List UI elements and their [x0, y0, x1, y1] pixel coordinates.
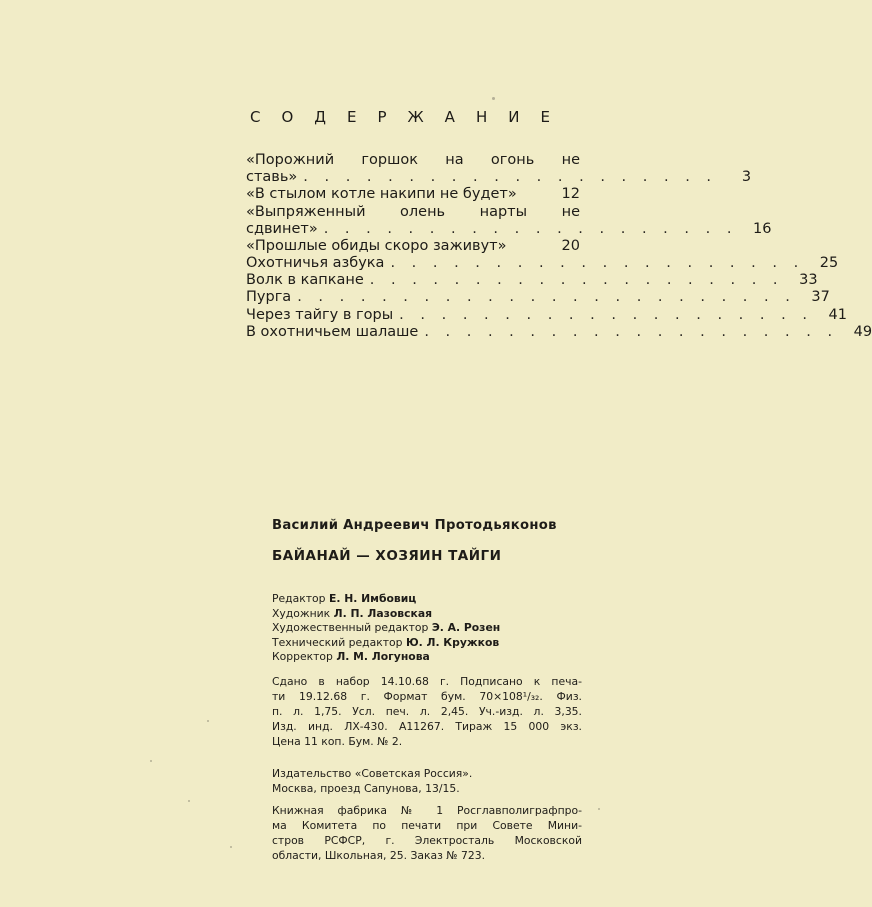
paper-speck	[492, 97, 495, 100]
print-details-line: п. л. 1,75. Усл. печ. л. 2,45. Уч.-изд. л. 3,35.	[272, 705, 582, 718]
credit-role: Корректор	[272, 650, 333, 664]
toc-entry	[246, 220, 772, 238]
toc-entry	[246, 238, 580, 255]
toc-entry-title: В охотничьем шалаше	[246, 323, 419, 340]
credit-role: Художественный редактор	[272, 621, 429, 635]
publisher-line: Москва, проезд Сапунова, 13/15.	[272, 782, 460, 795]
paper-speck	[230, 846, 232, 848]
print-details-line: Изд. инд. ЛХ-430. А11267. Тираж 15 000 экз.	[272, 720, 582, 733]
credit-line	[272, 621, 592, 636]
toc-entry-page: 25	[819, 255, 839, 272]
toc-entry-page: 12	[561, 186, 580, 203]
print-details	[272, 674, 582, 749]
toc-entry-page: 33	[799, 272, 818, 289]
toc-entry-page: 41	[828, 306, 847, 323]
toc-entry-page: 20	[561, 237, 580, 254]
toc-entry-title: «В стылом котле накипи не будет»	[246, 186, 517, 203]
credit-line	[272, 592, 592, 607]
toc-entry-title: Охотничья азбука	[246, 255, 385, 272]
paper-speck	[598, 808, 600, 810]
toc-entry	[246, 255, 839, 272]
toc-entry-title: Волк в капкане	[246, 272, 364, 289]
toc-entry-title: Через тайгу в горы	[246, 306, 394, 323]
credit-line	[272, 636, 592, 651]
print-details-line: Сдано в набор 14.10.68 г. Подписано к печа-	[272, 675, 582, 688]
credit-name: Е. Н. Имбовиц	[328, 592, 417, 605]
toc-entry	[246, 323, 872, 341]
paper-speck	[188, 800, 190, 802]
credit-name: Л. М. Логунова	[336, 650, 430, 664]
table-of-contents	[246, 151, 872, 341]
book-author: Василий Андреевич Протодьяконов	[272, 518, 557, 533]
toc-entry-line	[246, 204, 580, 221]
toc-entry-page: 3	[741, 169, 752, 186]
toc-leader-dots: . . . . . . . . . . . . . . . . . . . .	[323, 220, 738, 237]
credit-role: Художник	[272, 606, 331, 620]
toc-entry	[246, 289, 830, 307]
credit-name: Э. А. Розен	[431, 621, 501, 635]
toc-leader-dots: . . . . . . . . . . . . . . . . . . . .	[303, 169, 718, 186]
printer-line: области, Школьная, 25. Заказ № 723.	[272, 849, 486, 862]
toc-leader-dots: . . . . . . . . . . . . . . . . . . . . . . . .	[297, 289, 796, 306]
credit-role: Редактор	[272, 592, 326, 605]
credit-line	[272, 607, 592, 622]
toc-entry-title: ставь»	[246, 169, 298, 186]
toc-entry-page: 16	[753, 220, 772, 237]
credit-name: Л. П. Лазовская	[333, 606, 433, 620]
credits-list	[272, 592, 592, 665]
toc-entry-page: 37	[811, 289, 830, 306]
credit-line	[272, 650, 592, 665]
publisher-info	[272, 766, 582, 796]
toc-entry	[246, 272, 818, 289]
publisher-line: Издательство «Советская Россия».	[272, 767, 473, 780]
toc-entry	[246, 169, 752, 186]
toc-entry-title-line1: «Выпряженный олень нарты не	[246, 203, 580, 220]
book-title: БАЙАНАЙ — ХОЗЯИН ТАЙГИ	[272, 548, 502, 564]
toc-entry-title: «Прошлые обиды скоро заживут»	[246, 237, 507, 254]
toc-entry-title: Пурга	[246, 289, 292, 306]
paper-speck	[150, 760, 152, 762]
paper-speck	[207, 720, 209, 722]
printer-line: ма Комитета по печати при Совете Мини-	[272, 819, 582, 832]
printer-line: стров РСФСР, г. Электросталь Московской	[272, 834, 582, 847]
toc-leader-dots: . . . . . . . . . . . . . . . . . . . .	[390, 255, 805, 272]
toc-entry-page: 49	[853, 323, 872, 340]
printer-line: Книжная фабрика № 1 Росглавполиграфпро-	[272, 804, 582, 817]
toc-leader-dots: . . . . . . . . . . . . . . . . . . . .	[424, 323, 839, 340]
printer-info	[272, 803, 582, 863]
toc-entry	[246, 186, 580, 203]
credit-role: Технический редактор	[272, 635, 403, 649]
toc-leader-dots: . . . . . . . . . . . . . . . . . . . .	[369, 272, 784, 289]
toc-heading: СОДЕРЖАНИЕ	[250, 108, 571, 126]
print-details-line: ти 19.12.68 г. Формат бум. 70×108¹/₃₂. Физ.	[272, 690, 582, 703]
print-details-line: Цена 11 коп. Бум. № 2.	[272, 735, 403, 748]
toc-entry-title: сдвинет»	[246, 220, 318, 237]
toc-entry-line	[246, 152, 580, 169]
toc-leader-dots: . . . . . . . . . . . . . . . . . . . .	[399, 306, 813, 323]
toc-entry	[246, 306, 847, 324]
toc-entry-title-line1: «Порожний горшок на огонь не	[246, 151, 580, 168]
credit-name: Ю. Л. Кружков	[405, 635, 500, 649]
